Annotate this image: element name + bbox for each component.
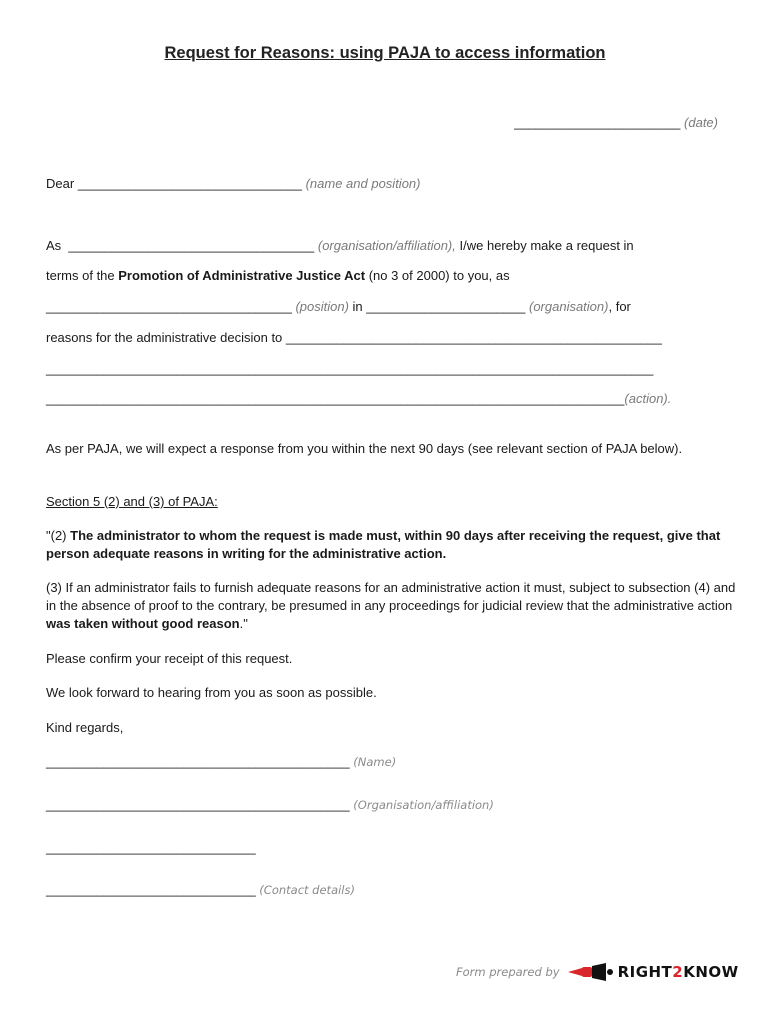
as-prefix: As bbox=[46, 238, 62, 253]
position-blank[interactable]: __________________________________ bbox=[46, 299, 292, 314]
terms-line bbox=[46, 268, 510, 283]
date-hint: (date) bbox=[684, 115, 718, 130]
signature-name-hint: (Name) bbox=[353, 755, 397, 769]
act-name: Promotion of Administrative Justice Act bbox=[118, 268, 366, 283]
signature-name-blank[interactable]: __________________________________________ bbox=[46, 754, 350, 769]
page-title: Request for Reasons: using PAJA to access information bbox=[164, 44, 606, 62]
signature-name-line bbox=[46, 754, 396, 769]
reasons-line bbox=[46, 330, 662, 345]
signature-contact-hint: (Contact details) bbox=[259, 883, 355, 897]
reasons-prefix: reasons for the administrative decision to bbox=[46, 330, 283, 345]
section-2-prefix: "(2) bbox=[46, 528, 67, 543]
terms-prefix: terms of the bbox=[46, 268, 115, 283]
position-mid: in bbox=[352, 299, 363, 314]
section-3-text: (3) If an administrator fails to furnish adequate reasons for an administrative action it must, subject to subsection (4) and in the absence of proof to the contrary, be presumed in any proceedings for judicial review that the administrative action bbox=[46, 580, 736, 613]
org-blank[interactable]: ______________________ bbox=[366, 299, 526, 314]
as-line bbox=[46, 238, 634, 253]
date-blank[interactable]: _______________________ bbox=[514, 115, 681, 130]
section-2-text: The administrator to whom the request is made must, within 90 days after receiving the request, give that person adequate reasons in writing for the administrative action. bbox=[46, 528, 721, 561]
dear-hint: (name and position) bbox=[305, 176, 421, 191]
organisation-hint: (organisation/affiliation), bbox=[317, 238, 456, 253]
decision-blank[interactable]: ____________________________________________________ bbox=[285, 330, 662, 345]
action-line bbox=[46, 391, 671, 406]
signature-org-line bbox=[46, 797, 494, 812]
signature-org-hint: (Organisation/affiliation) bbox=[353, 798, 494, 812]
signature-contact-line bbox=[46, 882, 355, 897]
expect-paragraph: As per PAJA, we will expect a response from you within the next 90 days (see relevant section of PAJA below). bbox=[46, 441, 683, 456]
look-forward-text: We look forward to hearing from you as soon as possible. bbox=[46, 685, 377, 700]
section-3-paragraph bbox=[46, 579, 736, 633]
terms-suffix: (no 3 of 2000) to you, as bbox=[368, 268, 510, 283]
dear-line bbox=[46, 176, 420, 191]
signature-blank-line[interactable]: _____________________________ bbox=[46, 840, 256, 855]
megaphone-icon bbox=[566, 962, 616, 982]
position-suffix: , for bbox=[608, 299, 631, 314]
section-3-end: ." bbox=[239, 616, 248, 631]
decision-blank-line[interactable]: ____________________________________________________________________________________ bbox=[46, 361, 654, 376]
signature-contact-blank[interactable]: _____________________________ bbox=[46, 882, 256, 897]
section-3-bold: was taken without good reason bbox=[46, 616, 240, 631]
action-hint: (action). bbox=[624, 391, 672, 406]
footer bbox=[456, 962, 739, 982]
section-2-paragraph bbox=[46, 527, 736, 563]
position-line bbox=[46, 299, 631, 314]
signature-org-blank[interactable]: __________________________________________ bbox=[46, 797, 350, 812]
as-suffix: I/we hereby make a request in bbox=[459, 238, 634, 253]
action-blank[interactable]: ________________________________________________________________________________ bbox=[46, 391, 625, 406]
footer-prepared-by: Form prepared by bbox=[456, 965, 560, 979]
date-line bbox=[514, 115, 718, 130]
confirm-text: Please confirm your receipt of this request. bbox=[46, 651, 293, 666]
position-hint: (position) bbox=[295, 299, 349, 314]
dear-blank[interactable]: _______________________________ bbox=[77, 176, 302, 191]
org-hint: (organisation) bbox=[528, 299, 609, 314]
section-heading: Section 5 (2) and (3) of PAJA: bbox=[46, 494, 218, 509]
kind-regards-text: Kind regards, bbox=[46, 720, 124, 735]
right2know-logo: RIGHT2KNOW bbox=[617, 963, 739, 981]
organisation-blank[interactable]: __________________________________ bbox=[68, 238, 315, 253]
dear-prefix: Dear bbox=[46, 176, 75, 191]
